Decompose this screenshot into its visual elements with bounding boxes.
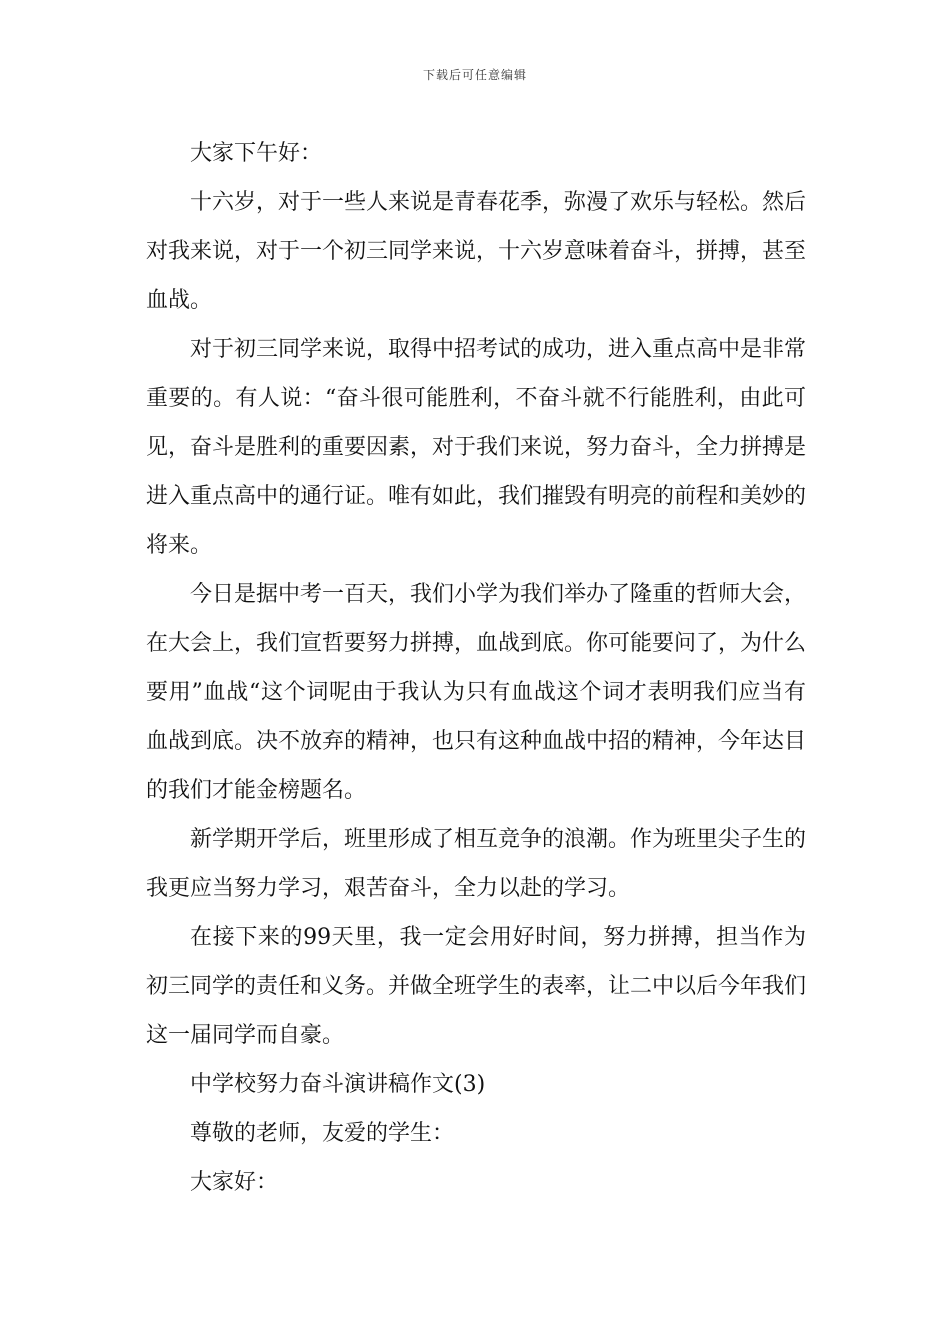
salutation-paragraph: 尊敬的老师，友爱的学生：	[190, 1121, 455, 1146]
greeting-paragraph: 大家好：	[190, 1170, 279, 1195]
body-paragraph: 在接下来的99天里，我一定会用好时间，努力拼搏，担当作为初三同学的责任和义务。并做全班学生的表率，让二中以后今年我们这一届同学而自豪。	[146, 925, 807, 1048]
page-header: 下载后可任意编辑	[422, 68, 527, 82]
body-paragraph: 对于初三同学来说，取得中招考试的成功，进入重点高中是非常重要的。有人说：“奋斗很可能胜利，不奋斗就不行能胜利，由此可见，奋斗是胜利的重要因素，对于我们来说，努力奋斗，全力拼搏是进入重点高中的通行证。唯有如此，我们摧毁有明亮的前程和美妙的将来。	[146, 337, 807, 558]
section-title: 中学校努力奋斗演讲稿作文(3)	[190, 1072, 486, 1097]
body-paragraph: 十六岁，对于一些人来说是青春花季，弥漫了欢乐与轻松。然后对我来说，对于一个初三同学来说，十六岁意味着奋斗，拼搏，甚至血战。	[146, 190, 807, 313]
body-paragraph: 新学期开学后，班里形成了相互竞争的浪潮。作为班里尖子生的我更应当努力学习，艰苦奋斗，全力以赴的学习。	[146, 827, 807, 901]
document-body	[146, 129, 806, 1207]
greeting-paragraph: 大家下午好：	[190, 141, 323, 166]
body-paragraph: 今日是据中考一百天，我们小学为我们举办了隆重的哲师大会，在大会上，我们宣哲要努力拼搏，血战到底。你可能要问了，为什么要用”血战“这个词呢由于我认为只有血战这个词才表明我们应当有血战到底。决不放弃的精神，也只有这种血战中招的精神，今年达目的我们才能金榜题名。	[146, 582, 807, 803]
